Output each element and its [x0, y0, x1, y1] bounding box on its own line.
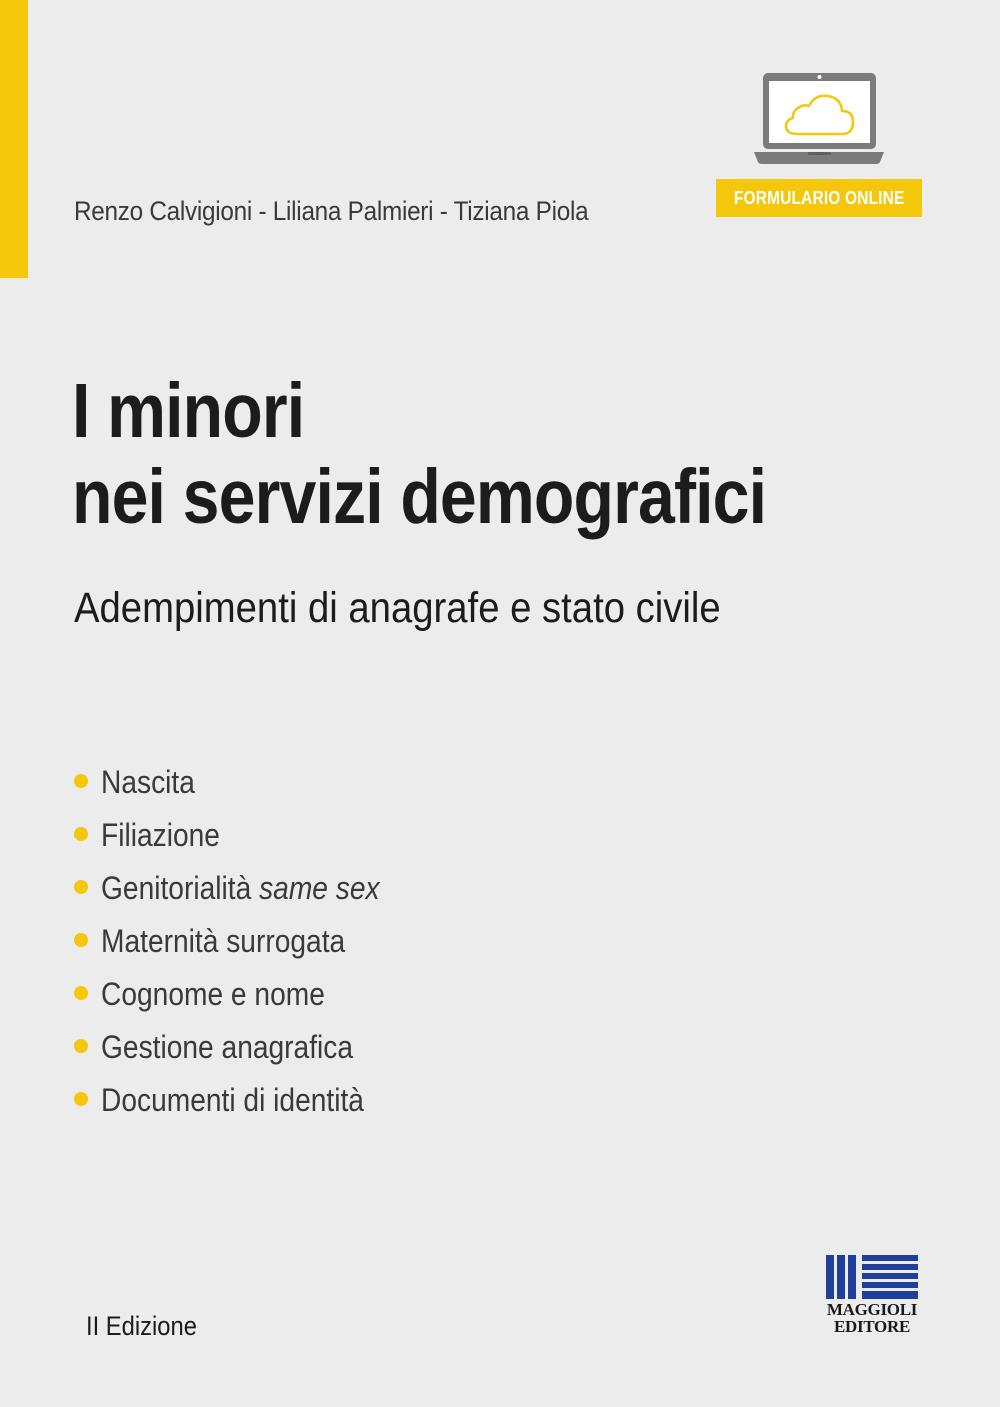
topic-text: Genitorialità — [101, 870, 260, 906]
authors: Renzo Calvigioni - Liliana Palmieri - Tiziana Piola — [74, 196, 589, 226]
bullet-dot-icon — [74, 774, 88, 788]
publisher-name — [822, 1301, 922, 1335]
bullet-dot-icon — [74, 986, 88, 1000]
title-line-2: nei servizi demografici — [72, 454, 767, 540]
laptop-cloud-icon — [752, 70, 886, 170]
publisher-line-1: MAGGIOLI — [826, 1300, 918, 1319]
topic-text: Gestione anagrafica — [101, 1029, 354, 1065]
bullet-dot-icon — [74, 1092, 88, 1106]
badge-label: FORMULARIO ONLINE — [733, 188, 905, 208]
bullet-dot-icon — [74, 827, 88, 841]
bullet-dot-icon — [74, 1039, 88, 1053]
publisher-line-2: EDITORE — [833, 1317, 910, 1336]
bullet-dot-icon — [74, 933, 88, 947]
book-title — [72, 368, 766, 540]
bullet-dot-icon — [74, 880, 88, 894]
topic-text: Cognome e nome — [101, 976, 325, 1012]
title-line-1: I minori — [72, 368, 305, 454]
topic-text: Filiazione — [101, 817, 220, 853]
accent-bar — [0, 0, 28, 278]
topic-text: Documenti di identità — [101, 1082, 364, 1118]
maggioli-logo-icon — [824, 1253, 920, 1301]
maggioli-logo — [822, 1253, 922, 1343]
edition-label: II Edizione — [86, 1311, 197, 1341]
book-subtitle: Adempimenti di anagrafe e stato civile — [74, 584, 721, 632]
topic-text: Maternità surrogata — [101, 923, 346, 959]
formulario-online-badge — [716, 179, 922, 217]
topic-text: Nascita — [101, 764, 195, 800]
topic-italic: same sex — [259, 870, 380, 906]
